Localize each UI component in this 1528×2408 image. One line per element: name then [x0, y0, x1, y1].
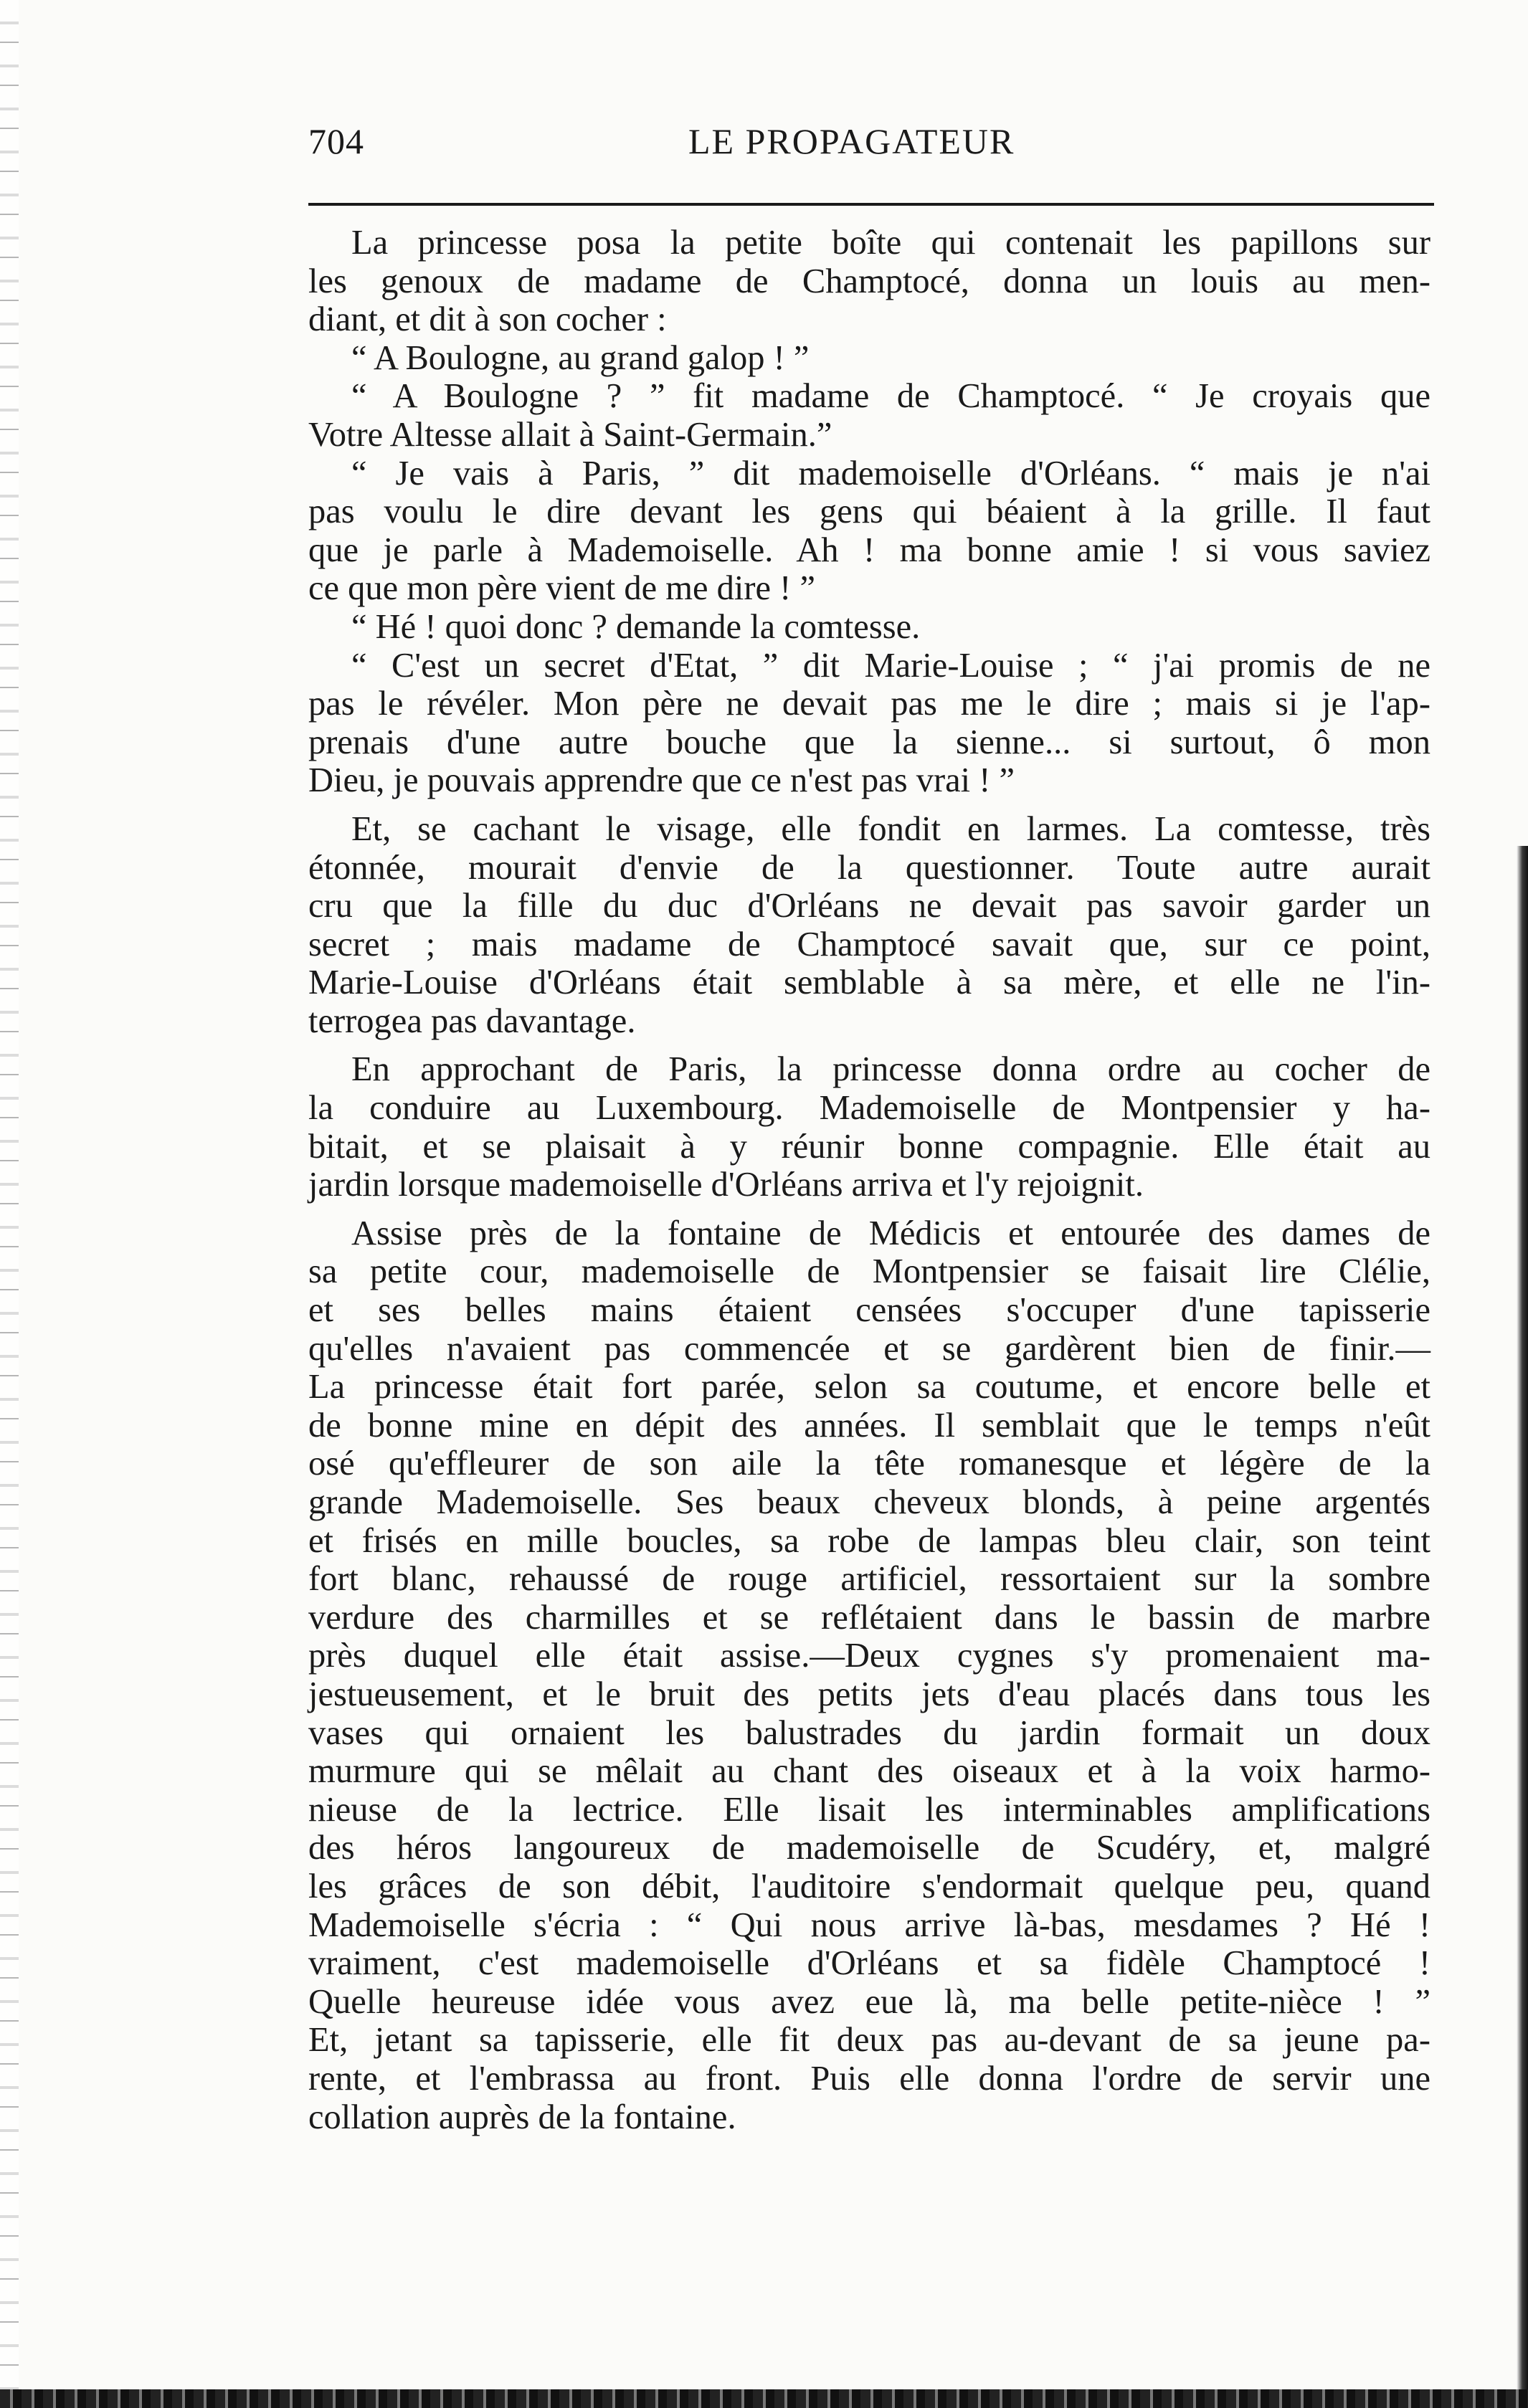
text-line: Quelle heureuse idée vous avez eue là, ma belle petite-nièce ! ”	[308, 1982, 1430, 2021]
text-line: Et, jetant sa tapisserie, elle fit deux pas au-devant de sa jeune pa-	[308, 2021, 1430, 2060]
text-line: grande Mademoiselle. Ses beaux cheveux blonds, à peine argentés	[308, 1483, 1430, 1521]
text-line: des héros langoureux de mademoiselle de Scudéry, et, malgré	[308, 1829, 1430, 1867]
text-line: “ A Boulogne ? ” fit madame de Champtocé. “ Je croyais que	[351, 377, 1430, 416]
text-line: “ C'est un secret d'Etat, ” dit Marie-Louise ; “ j'ai promis de ne	[351, 646, 1430, 685]
text-line: “ A Boulogne, au grand galop ! ”	[351, 338, 810, 377]
text-line: nieuse de la lectrice. Elle lisait les interminables amplifications	[308, 1790, 1430, 1829]
text-line: bitait, et se plaisait à y réunir bonne compagnie. Elle était au	[308, 1127, 1430, 1166]
running-head: LE PROPAGATEUR	[688, 121, 1015, 161]
text-line: Dieu, je pouvais apprendre que ce n'est pas vrai ! ”	[308, 761, 1015, 800]
text-line: pas le révéler. Mon père ne devait pas me le dire ; mais si je l'ap-	[308, 685, 1430, 723]
text-line: étonnée, mourait d'envie de la questionner. Toute autre aurait	[308, 848, 1430, 887]
text-line: fort blanc, rehaussé de rouge artificiel, ressortaient sur la sombre	[308, 1560, 1430, 1599]
text-line: Et, se cachant le visage, elle fondit en larmes. La comtesse, très	[351, 809, 1430, 848]
paragraph	[308, 608, 1430, 647]
text-line: pas voulu le dire devant les gens qui béaient à la grille. Il faut	[308, 492, 1430, 531]
paragraph	[308, 810, 1430, 1041]
text-line: diant, et dit à son cocher :	[308, 300, 667, 339]
text-line: qu'elles n'avaient pas commencée et se gardèrent bien de finir.—	[308, 1329, 1430, 1368]
text-line: sa petite cour, mademoiselle de Montpensier se faisait lire Clélie,	[308, 1252, 1430, 1291]
header-rule	[308, 203, 1434, 206]
text-line: collation auprès de la fontaine.	[308, 2098, 736, 2136]
text-line: La princesse était fort parée, selon sa coutume, et encore belle et	[308, 1368, 1430, 1407]
text-line: Votre Altesse allait à Saint-Germain.”	[308, 415, 832, 454]
paragraph	[308, 377, 1430, 454]
text-line: terrogea pas davantage.	[308, 1001, 636, 1040]
text-line: rente, et l'embrassa au front. Puis elle donna l'ordre de servir une	[308, 2059, 1430, 2098]
paragraph	[308, 455, 1430, 608]
body-text	[308, 224, 1430, 2136]
text-line: et frisés en mille boucles, sa robe de lampas bleu clair, son teint	[308, 1521, 1430, 1560]
text-line: “ Hé ! quoi donc ? demande la comtesse.	[351, 607, 921, 646]
text-line: osé qu'effleurer de son aile la tête romanesque et légère de la	[308, 1445, 1430, 1483]
text-line: “ Je vais à Paris, ” dit mademoiselle d'Orléans. “ mais je n'ai	[351, 454, 1430, 492]
page-bottom-edge-shadow	[0, 2389, 1528, 2408]
text-line: les grâces de son débit, l'auditoire s'endormait quelque peu, quand	[308, 1867, 1430, 1905]
paragraph	[308, 1050, 1430, 1204]
page-number: 704	[308, 121, 364, 161]
text-line: verdure des charmilles et se reflétaient dans le bassin de marbre	[308, 1598, 1430, 1637]
text-line: vases qui ornaient les balustrades du jardin formait un doux	[308, 1713, 1430, 1752]
text-line: la conduire au Luxembourg. Mademoiselle de Montpensier y ha-	[308, 1089, 1430, 1128]
text-line: secret ; mais madame de Champtocé savait que, sur ce point,	[308, 925, 1430, 963]
text-line: Assise près de la fontaine de Médicis et entourée des dames de	[351, 1214, 1430, 1252]
text-line: Mademoiselle s'écria : “ Qui nous arrive là-bas, mesdames ? Hé !	[308, 1905, 1430, 1944]
text-line: que je parle à Mademoiselle. Ah ! ma bonne amie ! si vous saviez	[308, 530, 1430, 569]
text-line: cru que la fille du duc d'Orléans ne devait pas savoir garder un	[308, 887, 1430, 925]
paragraph	[308, 647, 1430, 800]
text-line: de bonne mine en dépit des années. Il semblait que le temps n'eût	[308, 1406, 1430, 1445]
text-line: La princesse posa la petite boîte qui contenait les papillons sur	[351, 224, 1430, 262]
text-line: vraiment, c'est mademoiselle d'Orléans et sa fidèle Champtocé !	[308, 1944, 1430, 1983]
text-line: murmure qui se mêlait au chant des oiseaux et à la voix harmo-	[308, 1752, 1430, 1791]
text-line: jardin lorsque mademoiselle d'Orléans arriva et l'y rejoignit.	[308, 1166, 1144, 1204]
text-line: jestueusement, et le bruit des petits jets d'eau placés dans tous les	[308, 1675, 1430, 1713]
text-line: près duquel elle était assise.—Deux cygnes s'y promenaient ma-	[308, 1637, 1430, 1675]
paragraph	[308, 1214, 1430, 2136]
page-header	[308, 120, 1441, 171]
paragraph	[308, 224, 1430, 339]
paragraph	[308, 339, 1430, 378]
text-line: prenais d'une autre bouche que la sienne... si surtout, ô mon	[308, 723, 1430, 761]
text-line: Marie-Louise d'Orléans était semblable à sa mère, et elle ne l'in-	[308, 963, 1430, 1002]
page-left-edge-shadow	[0, 0, 19, 2408]
text-line: En approchant de Paris, la princesse donna ordre au cocher de	[351, 1050, 1430, 1089]
page-right-edge-shadow	[1517, 846, 1528, 2408]
text-line: et ses belles mains étaient censées s'occuper d'une tapisserie	[308, 1291, 1430, 1330]
text-line: ce que mon père vient de me dire ! ”	[308, 569, 815, 608]
text-line: les genoux de madame de Champtocé, donna un louis au men-	[308, 262, 1430, 300]
